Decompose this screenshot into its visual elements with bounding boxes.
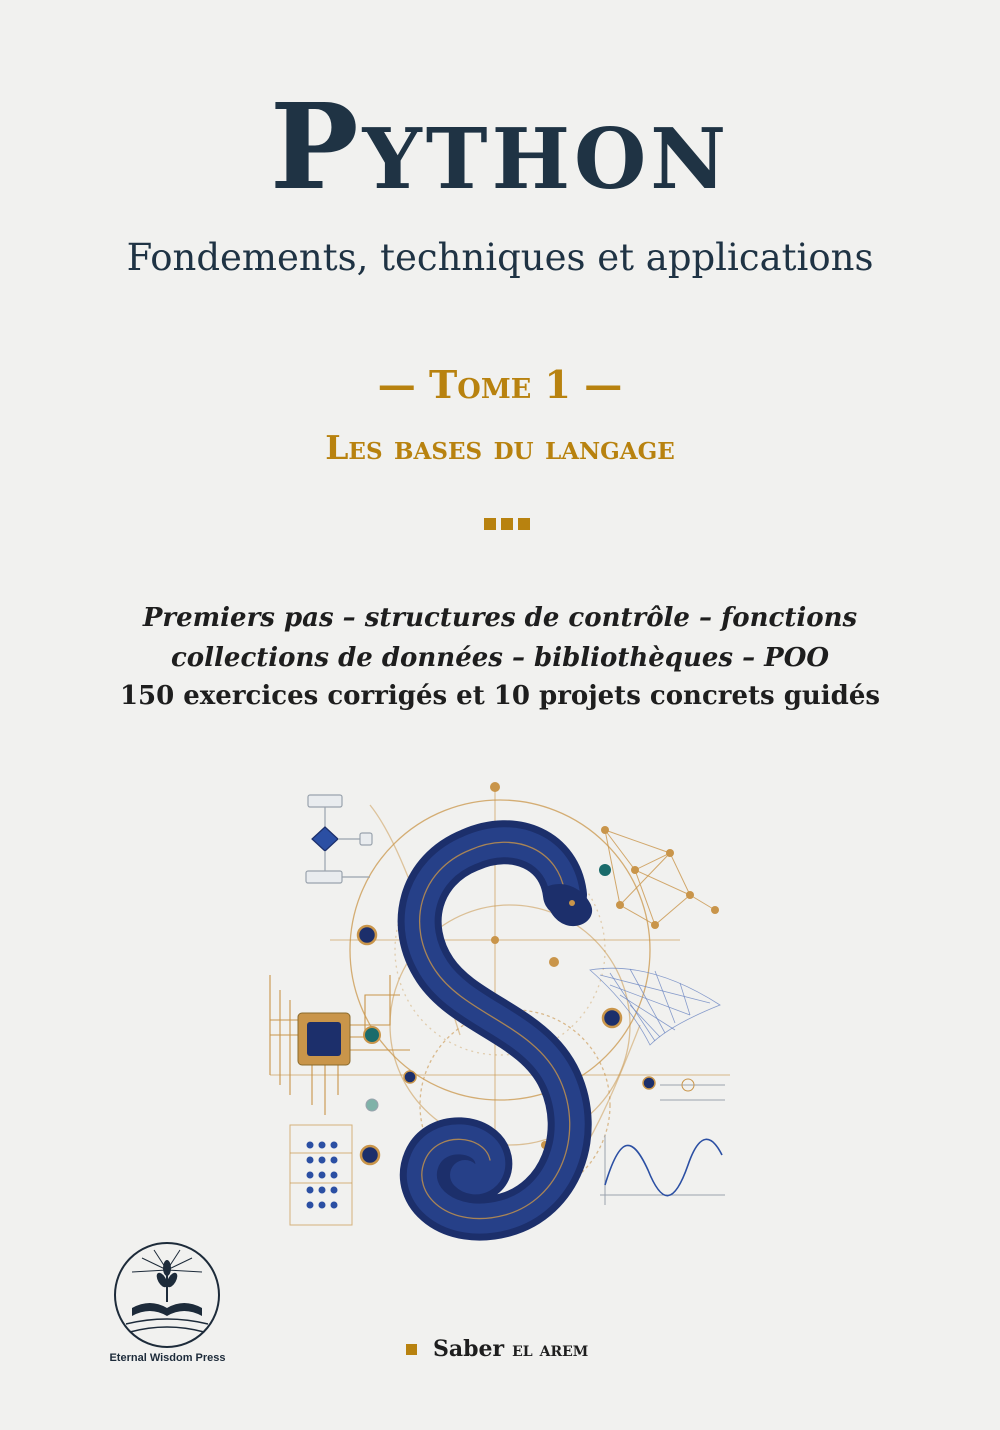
author-marker	[406, 1344, 417, 1355]
open-book-tree-logo	[112, 1240, 222, 1350]
topics-line: collections de données – bibliothèques – POO	[170, 643, 830, 673]
ellipsis-separator	[484, 518, 530, 530]
separator-square	[518, 518, 530, 530]
book-title: Python	[269, 77, 731, 216]
tome-subtitle: Les bases du langage	[325, 428, 675, 467]
author-last-name: el arem	[512, 1337, 589, 1361]
topics-list	[0, 598, 1000, 678]
book-subtitle: Fondements, techniques et applications	[126, 236, 874, 279]
exercises-line: 150 exercices corrigés et 10 projets concrets guidés	[119, 681, 881, 711]
author-first-name: Saber	[433, 1336, 505, 1362]
author-line	[406, 1336, 588, 1362]
python-snake-circuit-illustration	[260, 775, 740, 1265]
topics-line: Premiers pas – structures de contrôle – fonctions	[142, 603, 858, 633]
tome-label: — Tome 1 —	[377, 362, 623, 407]
publisher-name: Eternal Wisdom Press	[109, 1352, 226, 1364]
separator-square	[484, 518, 496, 530]
separator-square	[501, 518, 513, 530]
